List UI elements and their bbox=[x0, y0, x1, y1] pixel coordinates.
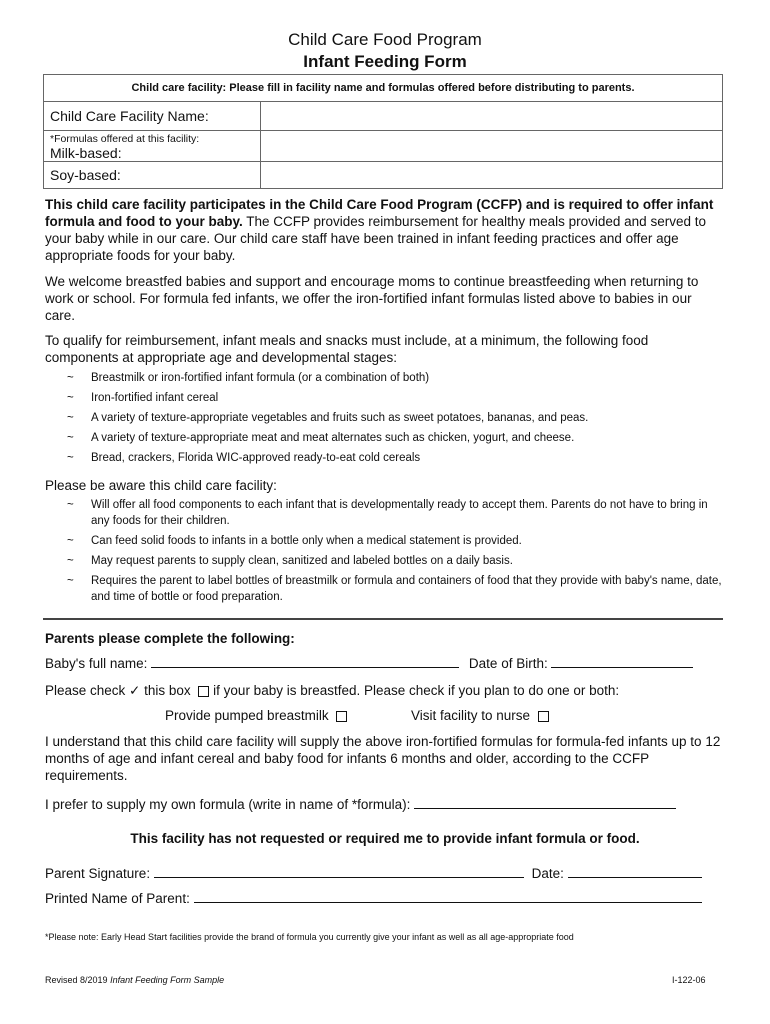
form-id: I-122-06 bbox=[672, 975, 706, 985]
milk-based-label: Milk-based: bbox=[50, 145, 122, 161]
pumped-checkbox[interactable] bbox=[336, 711, 347, 722]
intro-bold-text: This child care facility participates in the Child Care Food Program (CCFP) and is required to offer infant formula and food to your baby. bbox=[45, 197, 714, 229]
printed-name-row bbox=[45, 888, 702, 906]
baby-info-row bbox=[45, 653, 693, 671]
soy-based-label: Soy-based: bbox=[44, 162, 261, 189]
breastfed-check-suffix: if your baby is breastfed. Please check if you plan to do one or both: bbox=[213, 683, 620, 698]
list-item: ~ Will offer all food components to each infant that is developmentally ready to accept them. Parents do not have to bring in any foods for their children. bbox=[67, 499, 708, 527]
signature-label: Parent Signature: bbox=[45, 866, 151, 881]
list-item: ~ A variety of texture-appropriate vegetables and fruits such as sweet potatoes, bananas, and peas. bbox=[67, 412, 589, 424]
list-item: ~ Bread, crackers, Florida WIC-approved ready-to-eat cold cereals bbox=[67, 452, 421, 464]
food-components-list bbox=[67, 370, 722, 470]
pumped-label: Provide pumped breastmilk bbox=[165, 708, 329, 723]
signature-date-field[interactable] bbox=[568, 863, 702, 878]
program-title: Child Care Food Program bbox=[288, 30, 482, 49]
list-item: ~ A variety of texture-appropriate meat and meat alternates such as chicken, yogurt, and cheese. bbox=[67, 432, 575, 444]
list-item: ~ May request parents to supply clean, sanitized and labeled bottles on a daily basis. bbox=[67, 555, 513, 567]
intro-paragraph bbox=[45, 196, 725, 264]
qualify-paragraph: To qualify for reimbursement, infant meals and snacks must include, at a minimum, the following food components at appropriate age and developmental stages: bbox=[45, 333, 649, 365]
signature-row bbox=[45, 863, 702, 881]
facility-name-label: Child Care Facility Name: bbox=[44, 102, 261, 131]
visit-option bbox=[411, 708, 549, 723]
list-item: ~ Breastmilk or iron-fortified infant formula (or a combination of both) bbox=[67, 372, 430, 384]
breastfed-checkbox[interactable] bbox=[198, 686, 209, 697]
facility-instruction: Child care facility: Please fill in facility name and formulas offered before distributing to parents. bbox=[44, 75, 723, 102]
facility-policies-list bbox=[67, 497, 722, 609]
facility-info-table bbox=[43, 74, 723, 189]
breastfed-check-prefix: Please check ✓ this box bbox=[45, 683, 191, 698]
baby-name-field[interactable] bbox=[151, 653, 459, 668]
baby-name-label: Baby's full name: bbox=[45, 656, 148, 671]
revised-date: Revised 8/2019 bbox=[45, 975, 108, 985]
early-head-start-note: *Please note: Early Head Start facilities provide the brand of formula you currently give your infant as well as all age-appropriate food bbox=[45, 932, 574, 942]
intro-text: The CCFP provides reimbursement for healthy meals provided and served to your baby while in our care. Our child care staff have been trained in infant feeding practices and offer age appropriate foods for your baby. bbox=[45, 214, 706, 263]
own-formula-label: I prefer to supply my own formula (write in name of *formula): bbox=[45, 797, 411, 812]
soy-based-field[interactable] bbox=[261, 162, 723, 189]
dob-field[interactable] bbox=[551, 653, 693, 668]
list-item: ~ Iron-fortified infant cereal bbox=[67, 392, 219, 404]
not-required-statement: This facility has not requested or required me to provide infant formula or food. bbox=[130, 831, 640, 846]
own-formula-row bbox=[45, 794, 676, 812]
understand-paragraph: I understand that this child care facility will supply the above iron-fortified formulas for formula-fed infants up to 12 months of age and infant cereal and baby food for infants 6 months and older, according to the CCFP requirements. bbox=[45, 734, 721, 783]
formulas-note: *Formulas offered at this facility: bbox=[50, 133, 200, 145]
milk-based-field[interactable] bbox=[261, 131, 723, 162]
list-item: ~ Requires the parent to label bottles of breastmilk or formula and containers of food that they provide with baby's name, date, and time of bottle or food preparation. bbox=[67, 575, 722, 603]
dob-label: Date of Birth: bbox=[468, 656, 548, 671]
signature-field[interactable] bbox=[154, 863, 524, 878]
footer-revision bbox=[45, 975, 224, 985]
aware-heading: Please be aware this child care facility: bbox=[45, 478, 277, 493]
form-sample-name: Infant Feeding Form Sample bbox=[110, 975, 225, 985]
printed-name-field[interactable] bbox=[194, 888, 702, 903]
form-title: Infant Feeding Form bbox=[303, 52, 467, 71]
welcome-paragraph: We welcome breastfed babies and support and encourage moms to continue breastfeeding when returning to work or school. For formula fed infants, we offer the iron-fortified infant formulas listed above to babies in our care. bbox=[45, 274, 699, 323]
facility-name-field[interactable] bbox=[261, 102, 723, 131]
milk-based-cell bbox=[44, 131, 261, 162]
pumped-option bbox=[165, 708, 347, 723]
visit-checkbox[interactable] bbox=[538, 711, 549, 722]
section-divider bbox=[43, 618, 723, 620]
parents-heading: Parents please complete the following: bbox=[45, 631, 295, 646]
printed-name-label: Printed Name of Parent: bbox=[45, 891, 190, 906]
list-item: ~ Can feed solid foods to infants in a bottle only when a medical statement is provided. bbox=[67, 535, 522, 547]
own-formula-field[interactable] bbox=[414, 794, 676, 809]
visit-label: Visit facility to nurse bbox=[411, 708, 531, 723]
breastfed-row bbox=[45, 683, 619, 699]
signature-date-label: Date: bbox=[531, 866, 564, 881]
